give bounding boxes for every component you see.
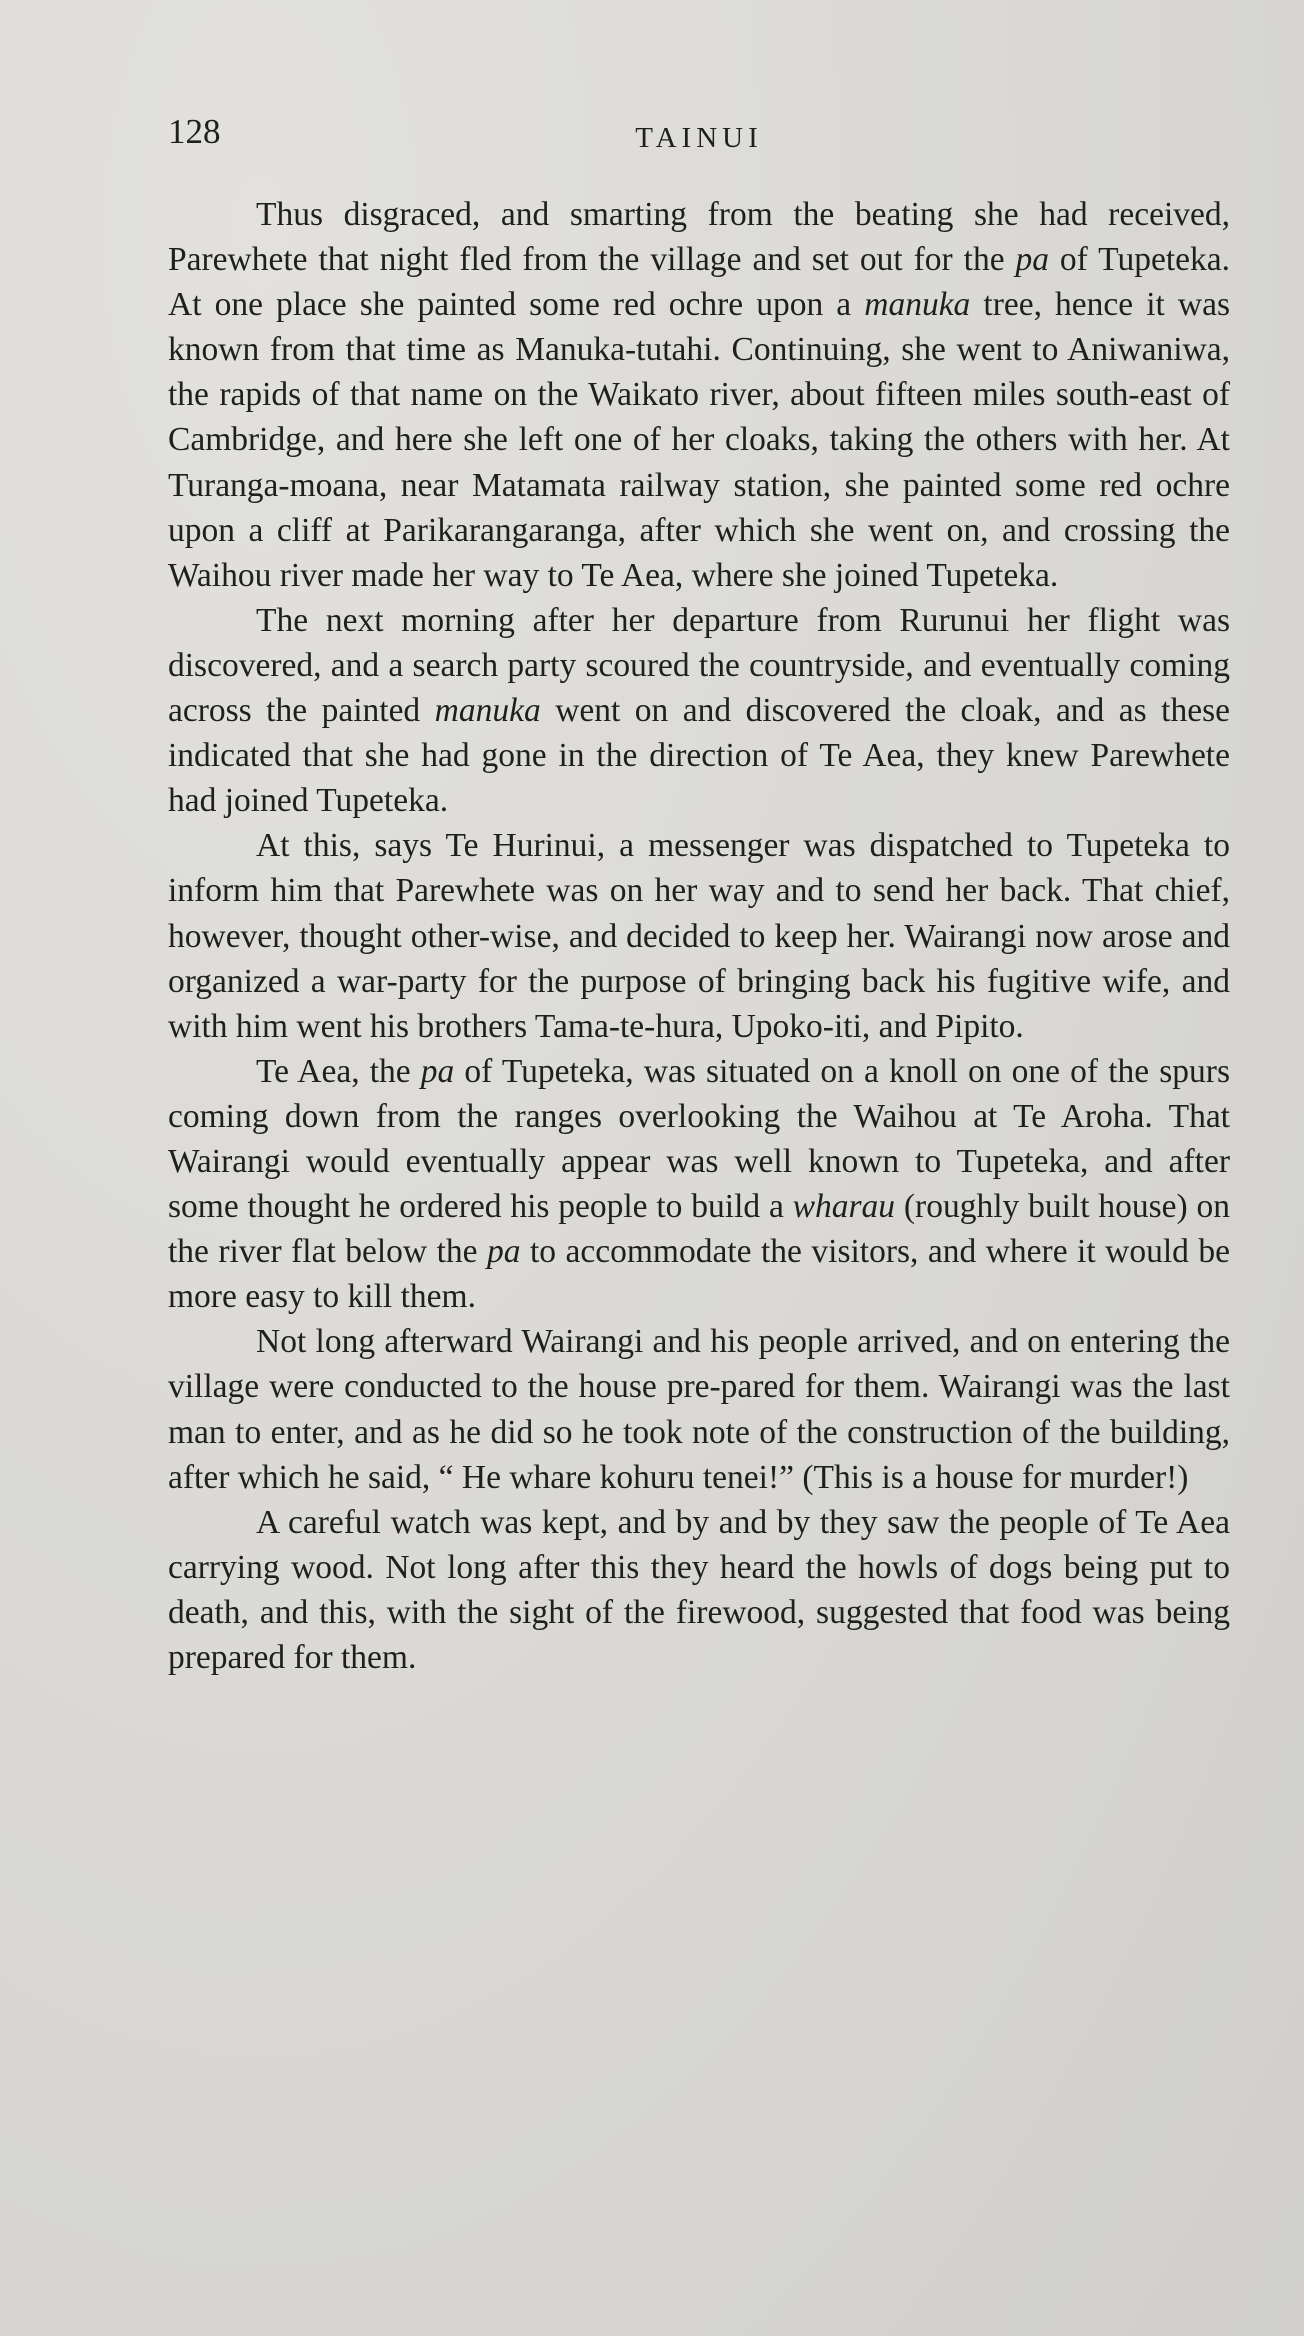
text-segment: At this, says Te Hurinui, a messenger was dispatched to Tupeteka to inform him that Parewhete was on her way and to send her back. That chief, however, thought other-wise, and decided to keep her. Wairangi now arose and organized a war-party for the purpose of bringing back his fugitive wife, and with him went his brothers Tama-te-hura, Upoko-iti, and Pipito. [168, 827, 1230, 1045]
text-segment: Not long afterward Wairangi and his people arrived, and on entering the village were conducted to the house pre-pared for them. Wairangi was the last man to enter, and as he did so he took note of the construction of the building, after which he said, “ He whare kohuru tenei!” (This is a house for murder!) [168, 1323, 1230, 1496]
page-number: 128 [168, 112, 221, 151]
paragraph [168, 1319, 1230, 1499]
text-segment: A careful watch was kept, and by and by they saw the people of Te Aea carrying wood. Not long after this they heard the howls of dogs being put to death, and this, with the sight of the firewood, suggested that food was being prepared for them. [168, 1503, 1230, 1676]
paragraph [168, 1500, 1230, 1680]
text-segment: to accommodate the visitors, and where it would be more easy to kill them. [168, 1233, 1230, 1316]
text-segment: went on and discovered the cloak, and as these indicated that she had gone in the direction of Te Aea, they knew Parewhete had joined Tupeteka. [168, 692, 1230, 820]
italic-term: pa [1015, 241, 1049, 279]
paragraph [168, 823, 1230, 1048]
text-segment: Thus disgraced, and smarting from the beating she had received, Parewhete that night fled from the village and set out for the [168, 196, 1230, 279]
italic-term: wharau [792, 1188, 896, 1226]
body-text [168, 192, 1230, 1680]
italic-term: manuka [864, 286, 971, 324]
text-segment: of Tupeteka. At one place she painted some red ochre upon a [168, 241, 1230, 324]
paragraph [168, 192, 1230, 598]
book-page [168, 108, 1230, 1680]
text-segment: of Tupeteka, was situated on a knoll on one of the spurs coming down from the ranges overlooking the Waihou at Te Aroha. That Wairangi would eventually appear was well known to Tupeteka, and after some thought he ordered his people to build a [168, 1052, 1230, 1226]
italic-term: manuka [434, 692, 541, 730]
page-header [168, 108, 1230, 168]
italic-term: pa [486, 1233, 521, 1271]
text-segment: The next morning after her departure from Rurunui her flight was discovered, and a search party scoured the countryside, and eventually coming across the painted [168, 601, 1230, 730]
running-title: TAINUI [635, 122, 763, 154]
paragraph [168, 1049, 1230, 1320]
italic-term: pa [420, 1052, 455, 1090]
paragraph [168, 598, 1230, 823]
text-segment: Te Aea, the [256, 1052, 421, 1090]
text-segment: (roughly built house) on the river flat below the [168, 1188, 1230, 1271]
text-segment: tree, hence it was known from that time as Manuka-tutahi. Continuing, she went to Aniwaniwa, the rapids of that name on the Waikato river, about fifteen miles south-east of Cambridge, and here she left one of her cloaks, taking the others with her. At Turanga-moana, near Matamata railway station, she painted some red ochre upon a cliff at Parikarangaranga, after which she went on, and crossing the Waihou river made her way to Te Aea, where she joined Tupeteka. [168, 286, 1230, 594]
